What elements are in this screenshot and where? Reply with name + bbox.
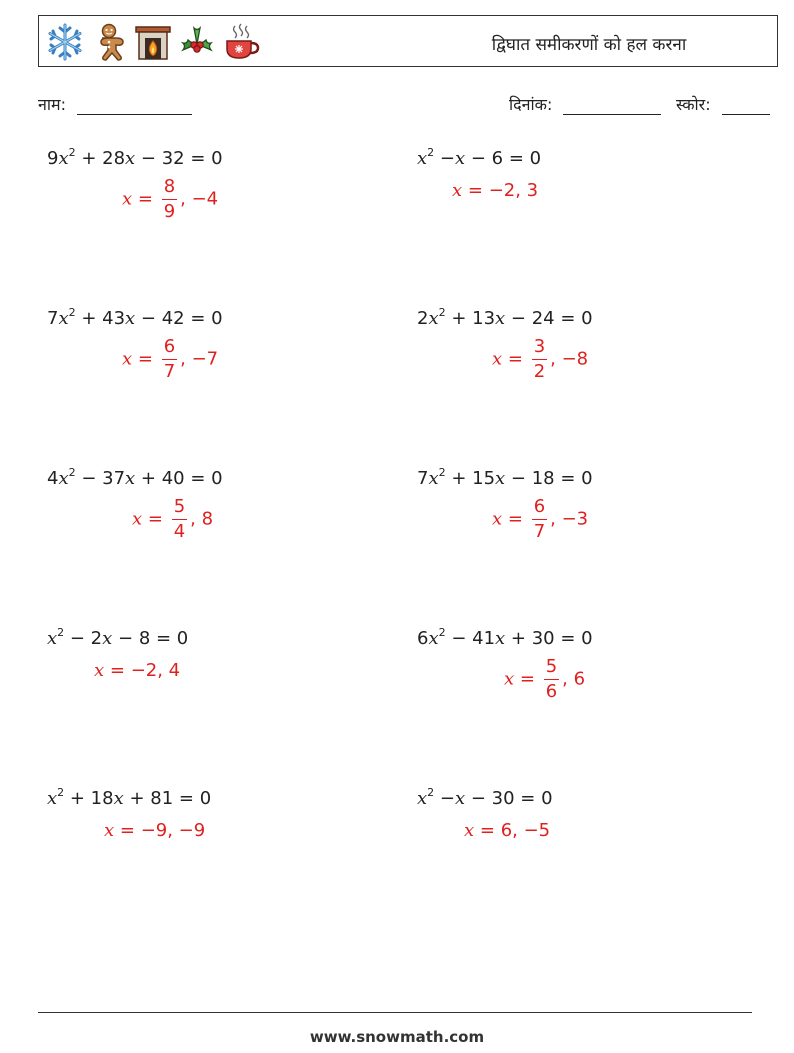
denominator: 4 [173, 521, 186, 542]
linear-term: − 37 [75, 468, 126, 489]
exponent: 2 [68, 146, 76, 159]
linear-term: + 18 [64, 788, 114, 809]
name-blank[interactable] [77, 96, 192, 115]
answer [94, 660, 180, 681]
equals: = [132, 188, 159, 210]
answer-rest: , 8 [190, 508, 214, 530]
answer [492, 498, 588, 541]
fraction [532, 498, 547, 541]
linear-term: − 41 [445, 628, 496, 649]
answer [122, 338, 218, 381]
variable: x [454, 788, 466, 809]
answer-variable: x [94, 660, 105, 681]
constant-term: − 8 = 0 [112, 628, 189, 649]
constant-term: − 30 = 0 [465, 788, 553, 809]
equals: = [104, 660, 131, 681]
answer-variable: x [122, 348, 133, 370]
constant-term: + 81 = 0 [123, 788, 212, 809]
variable: x [47, 628, 58, 649]
variable: x [495, 468, 506, 489]
constant-term: − 6 = 0 [465, 148, 542, 169]
answer-values: −2, 3 [488, 180, 539, 201]
answer [464, 820, 550, 841]
equals: = [474, 820, 501, 841]
answer-rest: , −8 [550, 348, 589, 370]
equals: = [502, 348, 529, 370]
name-field[interactable] [38, 93, 192, 115]
linear-term: + 43 [75, 308, 126, 329]
answer [492, 338, 588, 381]
fraction [162, 178, 177, 221]
constant-term: + 30 = 0 [505, 628, 593, 649]
exponent: 2 [68, 466, 76, 479]
denominator: 2 [533, 361, 546, 382]
date-field[interactable] [509, 93, 661, 115]
fraction [172, 498, 187, 541]
variable: x [417, 148, 428, 169]
gingerbread-icon [89, 22, 129, 62]
coefficient-a: 9 [47, 148, 59, 169]
answer-rest: , −3 [550, 508, 589, 530]
fireplace-icon [133, 22, 173, 62]
constant-term: − 42 = 0 [135, 308, 223, 329]
equation [47, 308, 223, 329]
constant-term: + 40 = 0 [135, 468, 223, 489]
coefficient-a: 6 [417, 628, 429, 649]
variable: x [125, 148, 136, 169]
answer-variable: x [122, 188, 133, 210]
fraction [544, 658, 559, 701]
variable: x [428, 628, 439, 649]
numerator: 5 [544, 658, 559, 680]
variable: x [428, 308, 439, 329]
linear-term: − [434, 148, 455, 169]
coefficient-a: 2 [417, 308, 429, 329]
constant-term: − 32 = 0 [135, 148, 223, 169]
variable: x [495, 308, 506, 329]
coefficient-a: 7 [417, 468, 429, 489]
holly-icon [177, 22, 217, 62]
equals: = [142, 508, 169, 530]
denominator: 7 [163, 361, 176, 382]
answer-variable: x [132, 508, 143, 530]
variable: x [454, 148, 466, 169]
hot-drink-icon [221, 22, 261, 62]
variable: x [58, 468, 69, 489]
date-blank[interactable] [563, 96, 661, 115]
score-blank[interactable] [722, 96, 770, 115]
answer [132, 498, 213, 541]
numerator: 8 [162, 178, 177, 200]
variable: x [58, 308, 69, 329]
date-label: दिनांक: [509, 95, 553, 114]
answer-values: −2, 4 [130, 660, 181, 681]
exponent: 2 [57, 626, 65, 639]
exponent: 2 [427, 146, 435, 159]
exponent: 2 [57, 786, 65, 799]
numerator: 6 [532, 498, 547, 520]
equation [417, 308, 593, 329]
snowflake-icon [45, 22, 85, 62]
header-icons [45, 22, 261, 62]
exponent: 2 [438, 306, 446, 319]
answer [452, 180, 538, 201]
answer-rest: , −7 [180, 348, 219, 370]
constant-term: − 18 = 0 [505, 468, 593, 489]
equation [47, 628, 188, 649]
variable: x [113, 788, 124, 809]
equation [417, 468, 593, 489]
denominator: 7 [533, 521, 546, 542]
answer-rest: , −4 [180, 188, 219, 210]
equation [417, 788, 553, 809]
name-label: नाम: [38, 95, 66, 114]
answer-variable: x [104, 820, 115, 841]
answer [104, 820, 205, 841]
score-label: स्कोर: [676, 95, 711, 114]
fraction [532, 338, 547, 381]
score-field[interactable] [676, 93, 770, 115]
variable: x [417, 788, 428, 809]
worksheet-header [38, 15, 778, 67]
exponent: 2 [427, 786, 435, 799]
variable: x [495, 628, 506, 649]
answer-variable: x [492, 508, 503, 530]
equation [47, 788, 211, 809]
equation [47, 468, 223, 489]
answer [504, 658, 585, 701]
linear-term: + 13 [445, 308, 496, 329]
denominator: 9 [163, 201, 176, 222]
equation [417, 148, 541, 169]
denominator: 6 [545, 681, 558, 702]
equals: = [502, 508, 529, 530]
variable: x [428, 468, 439, 489]
variable: x [47, 788, 58, 809]
answer-values: −9, −9 [140, 820, 206, 841]
answer-rest: , 6 [562, 668, 586, 690]
equation [417, 628, 593, 649]
linear-term: + 15 [445, 468, 496, 489]
coefficient-a: 7 [47, 308, 59, 329]
answer-variable: x [504, 668, 515, 690]
exponent: 2 [438, 626, 446, 639]
fraction [162, 338, 177, 381]
variable: x [102, 628, 113, 649]
exponent: 2 [438, 466, 446, 479]
exponent: 2 [68, 306, 76, 319]
equation [47, 148, 223, 169]
equals: = [462, 180, 489, 201]
numerator: 6 [162, 338, 177, 360]
equals: = [114, 820, 141, 841]
numerator: 5 [172, 498, 187, 520]
worksheet-title: द्विघात समीकरणों को हल करना [491, 35, 687, 55]
equals: = [132, 348, 159, 370]
answer-variable: x [452, 180, 463, 201]
footer-url: www.snowmath.com [309, 1028, 485, 1046]
footer-divider [38, 1012, 752, 1013]
linear-term: + 28 [75, 148, 126, 169]
numerator: 3 [532, 338, 547, 360]
coefficient-a: 4 [47, 468, 59, 489]
variable: x [125, 468, 136, 489]
equals: = [514, 668, 541, 690]
answer-variable: x [464, 820, 475, 841]
answer [122, 178, 218, 221]
linear-term: − 2 [64, 628, 103, 649]
answer-values: 6, −5 [500, 820, 551, 841]
answer-variable: x [492, 348, 503, 370]
variable: x [125, 308, 136, 329]
constant-term: − 24 = 0 [505, 308, 593, 329]
linear-term: − [434, 788, 455, 809]
variable: x [58, 148, 69, 169]
